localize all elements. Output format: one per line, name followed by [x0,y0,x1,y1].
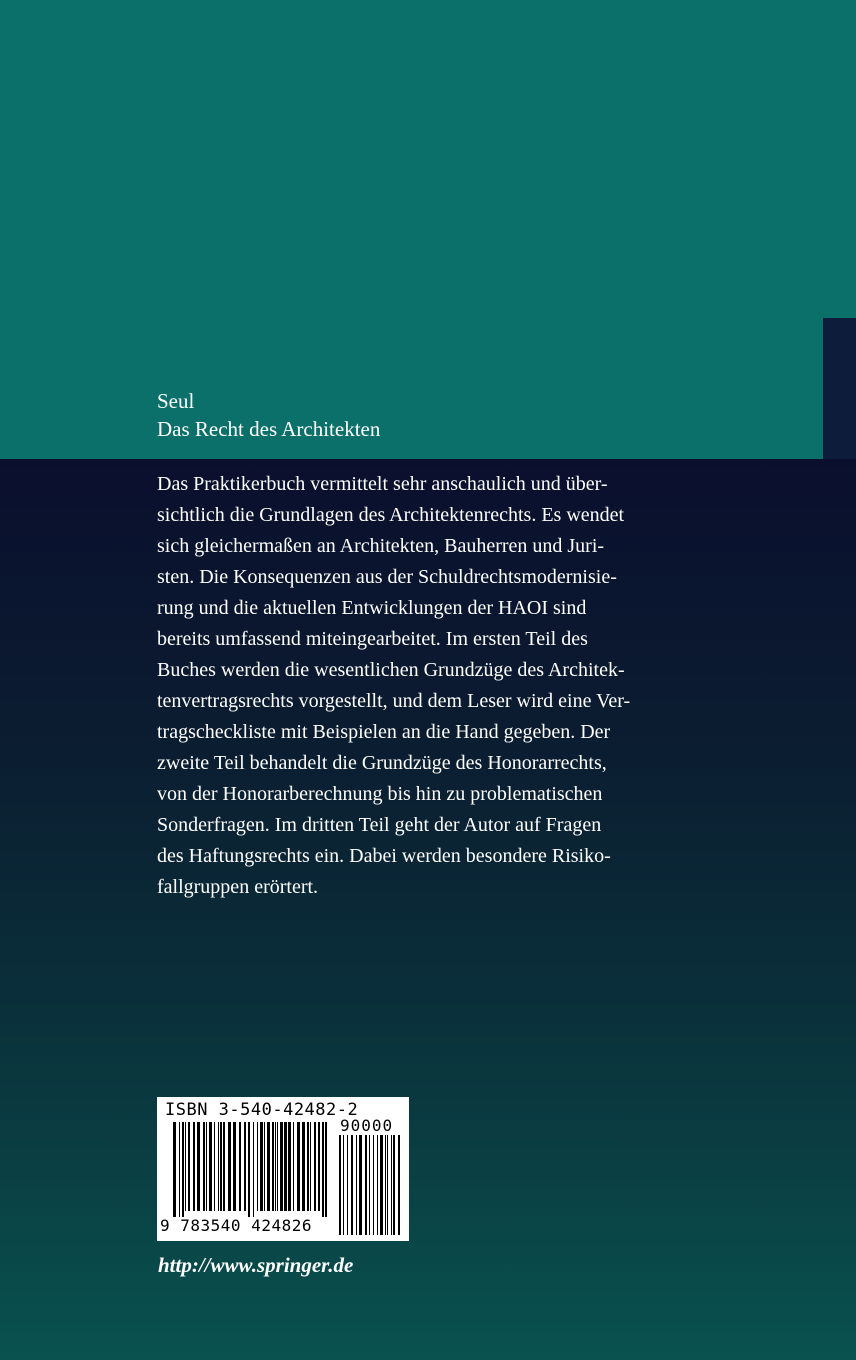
barcode-bar [343,1135,344,1235]
spine-color-tab [823,318,856,459]
barcode-bar [253,1122,254,1217]
cover-top-band [0,0,856,459]
barcode-bar [310,1122,311,1211]
barcode-bar [280,1122,283,1211]
barcode-bar [288,1122,291,1211]
barcode-bar [385,1135,386,1235]
book-title: Das Recht des Architekten [157,417,381,441]
blurb-line: zweite Teil behandelt die Grundzüge des Honorarrechts, [157,752,607,774]
blurb-text [157,469,717,903]
barcode-bar [228,1122,231,1211]
barcode-bar [244,1122,246,1211]
barcode-bar [188,1122,190,1211]
author-name: Seul [157,389,195,413]
barcode-bar [220,1122,222,1211]
barcode-bar [209,1122,212,1211]
barcode-bar [391,1135,392,1235]
barcode-bar [193,1122,195,1211]
barcode-bar [179,1122,180,1217]
barcode-bar [318,1122,320,1211]
blurb-line: von der Honorarberechnung bis hin zu problematischen [157,783,603,805]
barcode-bar [264,1122,265,1211]
barcode-bar [373,1135,374,1235]
barcode-bar [197,1122,200,1211]
barcode-bar [307,1122,309,1211]
barcode-bar [365,1135,367,1235]
barcode-bar [223,1122,225,1211]
barcode-bar [185,1122,186,1211]
isbn-label: ISBN 3-540-42482-2 [165,1100,359,1120]
blurb-line: Das Praktikerbuch vermittelt sehr anschaulich und über- [157,473,608,495]
barcode-bar [398,1135,400,1235]
barcode-bar [218,1122,219,1211]
barcode-bar [233,1122,236,1211]
isbn-barcode [157,1097,409,1241]
barcode-bar [173,1122,176,1217]
blurb-line: sich gleichermaßen an Architekten, Bauherren und Juri- [157,535,605,557]
barcode-bar [275,1122,276,1211]
barcode-bar [206,1122,207,1211]
publisher-url: http://www.springer.de [158,1253,354,1277]
addon-barcode-bars-icon [339,1135,403,1235]
blurb-line: rung und die aktuellen Entwicklungen der HAOI sind [157,597,587,619]
blurb-line: bereits umfassend miteingearbeitet. Im ersten Teil des [157,628,588,650]
barcode-bar [314,1122,316,1211]
blurb-line: tragscheckliste mit Beispielen an die Hand gegeben. Der [157,721,611,743]
barcode-bar [351,1135,353,1235]
blurb-line: fallgruppen erörtert. [157,876,319,898]
barcode-bar [377,1135,378,1235]
barcode-bar [248,1122,250,1217]
barcode-bar [214,1122,215,1211]
barcode-bar [356,1135,357,1235]
blurb-line: sichtlich die Grundlagen des Architektenrechts. Es wendet [157,504,625,526]
blurb-line: des Haftungsrechts ein. Dabei werden besondere Risiko- [157,845,611,867]
barcode-bar [284,1122,287,1211]
barcode-bar [369,1135,370,1235]
blurb-line: tenvertragsrechts vorgestellt, und dem Leser wird eine Ver- [157,690,631,712]
barcode-bar [260,1122,263,1211]
barcode-bar [257,1122,258,1211]
barcode-bar [267,1122,270,1211]
barcode-bars-icon [173,1122,328,1217]
barcode-bar [272,1122,274,1211]
barcode-bar [322,1122,324,1217]
barcode-bar [347,1135,348,1235]
barcode-bar [277,1122,278,1211]
barcode-bar [393,1135,395,1235]
barcode-bar [297,1122,300,1211]
barcode-bar [293,1122,294,1211]
ean-digits: 9 783540 424826 [160,1216,312,1235]
barcode-bar [203,1122,205,1211]
barcode-bar [239,1122,241,1211]
blurb-line: Sonderfragen. Im dritten Teil geht der Autor auf Fragen [157,814,602,836]
blurb-line: Buches werden die wesentlichen Grundzüge des Architek- [157,659,625,681]
blurb-line: sten. Die Konsequenzen aus der Schuldrechtsmodernisie- [157,566,617,588]
barcode-bar [359,1135,362,1235]
barcode-bar [325,1122,327,1217]
barcode-bar [387,1135,388,1235]
barcode-bar [380,1135,383,1235]
price-code: 90000 [340,1116,394,1135]
barcode-bar [182,1122,184,1217]
barcode-bar [302,1122,305,1211]
barcode-bar [339,1135,341,1235]
